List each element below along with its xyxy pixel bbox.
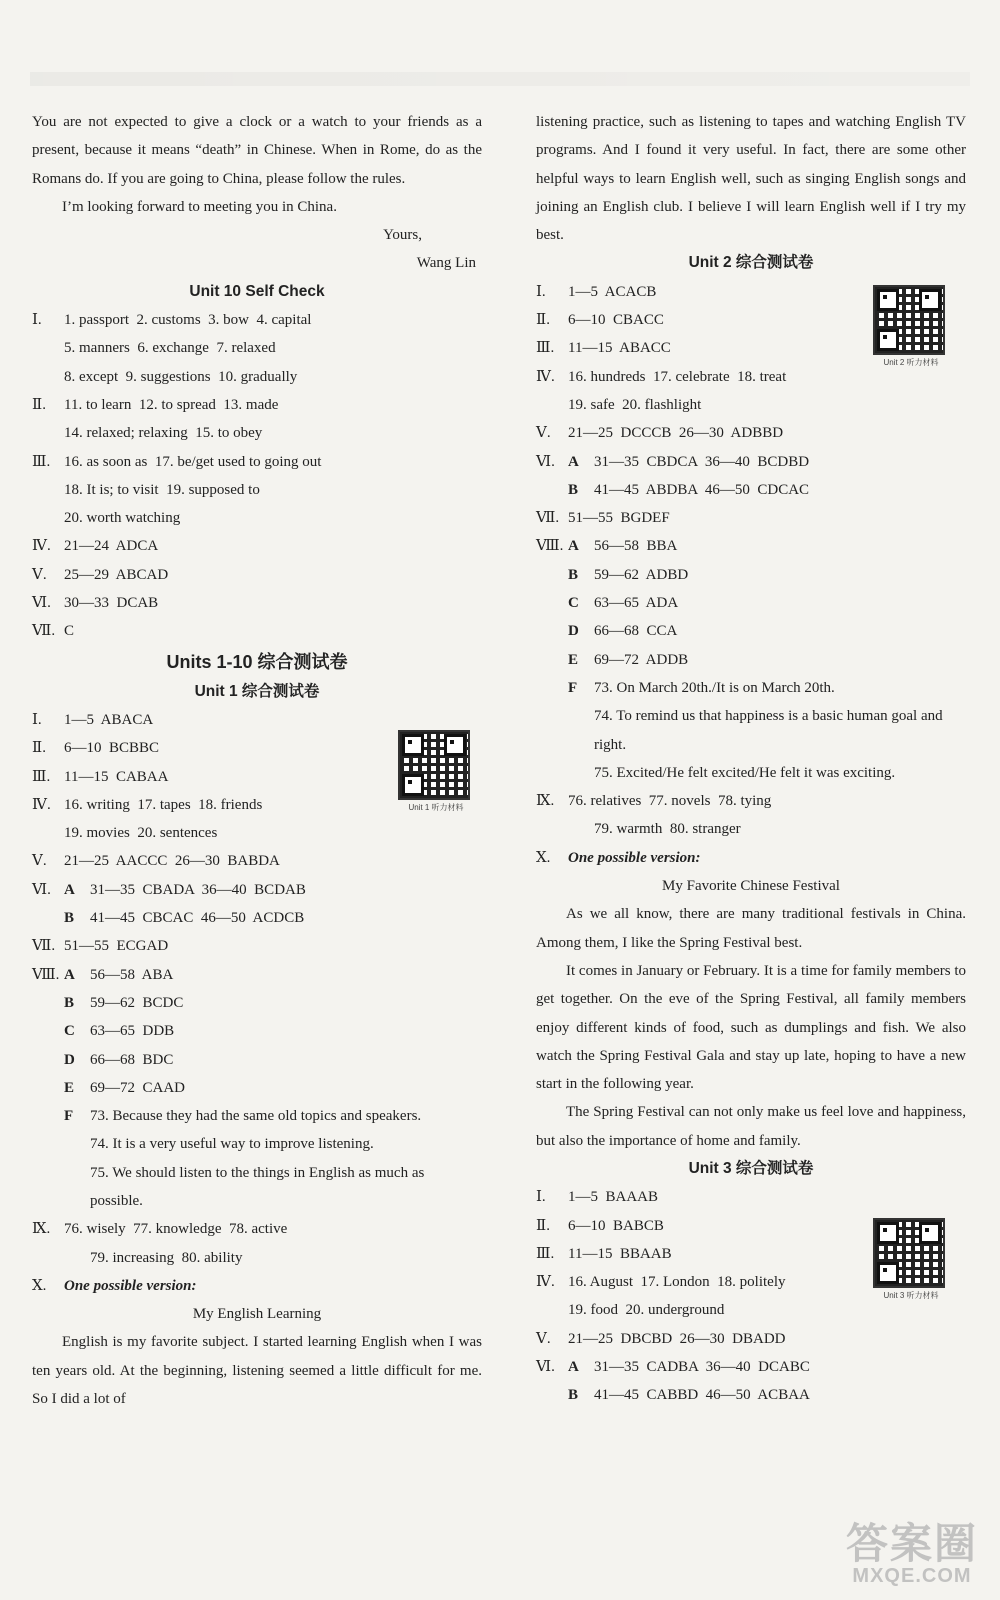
answer-text: C [64,623,75,640]
answer-text: 73. Because they had the same old topics and speakers. [90,1108,422,1125]
sub-section-letter: A [568,1359,579,1376]
answer-line [32,589,482,617]
answer-text: possible. [90,1192,143,1209]
qr-code-icon [873,285,945,355]
answer-text: 20. worth watching [64,510,181,527]
roman-numeral: Ⅲ. [32,453,51,470]
answer-line [536,504,966,532]
roman-numeral: Ⅸ. [32,1221,51,1238]
answer-line [536,787,966,815]
answer-line [536,674,966,702]
answer-text: 51—55 BGDEF [568,510,670,527]
answer-line [32,904,482,932]
answer-line [536,448,966,476]
sub-section-letter: B [64,994,75,1011]
sub-section-letter: D [64,1051,75,1068]
section-title: Unit 3 综合测试卷 [688,1159,814,1177]
answer-line [536,532,966,560]
essay-label [536,844,966,872]
roman-numeral: Ⅹ. [32,1277,47,1294]
answer-line [32,1046,482,1074]
answer-line [32,847,482,875]
roman-numeral: Ⅰ. [32,711,42,728]
answer-text: 18. It is; to visit 19. supposed to [64,481,260,498]
roman-numeral: Ⅴ. [536,425,551,442]
answer-line [536,1183,966,1211]
answer-text: 31—35 CBADA 36—40 BCDAB [90,881,306,898]
answer-text: 11. to learn 12. to spread 13. made [64,396,279,413]
roman-numeral: Ⅸ. [536,793,555,810]
roman-numeral: Ⅱ. [536,312,550,329]
answer-line [536,731,966,759]
answer-text: 79. warmth 80. stranger [594,821,741,838]
sub-section-letter: A [568,538,579,555]
sub-section-letter: F [568,679,578,696]
watermark-text: 答案圈 [845,1520,978,1567]
answer-line [32,617,482,645]
answer-line [536,1381,966,1409]
answer-line [32,391,482,419]
roman-numeral: Ⅶ. [32,623,56,640]
answer-text: 6—10 BCBBC [64,740,160,757]
answer-text: 21—25 AACCC 26—30 BABDA [64,853,280,870]
answer-text: 59—62 ADBD [594,566,689,583]
roman-numeral: Ⅷ. [536,538,564,555]
letter-signature: Wang Lin [416,255,476,272]
answer-line [32,1244,482,1272]
answer-text: 76. wisely 77. knowledge 78. active [64,1221,288,1238]
qr-caption: Unit 1 听力材料 [408,803,464,812]
answer-text: 6—10 BABCB [568,1217,664,1234]
qr-code-unit3[interactable] [873,1218,949,1304]
answer-line [536,646,966,674]
answer-text: 66—68 CCA [594,623,678,640]
answer-text: 19. food 20. underground [568,1302,725,1319]
answer-text: 6—10 CBACC [568,312,664,329]
answer-text: 1—5 ACACB [568,283,657,300]
answer-text: 59—62 BCDC [90,994,184,1011]
answer-line [32,932,482,960]
answer-text: 1. passport 2. customs 3. bow 4. capital [64,312,312,329]
roman-numeral: Ⅴ. [32,853,47,870]
answer-list [32,306,482,646]
answer-text: 16. writing 17. tapes 18. friends [64,796,263,813]
roman-numeral: Ⅲ. [536,1245,555,1262]
answer-line [536,1325,966,1353]
answer-text: 19. movies 20. sentences [64,825,218,842]
essay-title: My Favorite Chinese Festival [662,878,840,895]
roman-numeral: Ⅱ. [32,740,46,757]
answer-text: 1—5 BAAAB [568,1189,659,1206]
answer-line [32,334,482,362]
watermark-url: MXQE.COM [852,1565,972,1587]
roman-numeral: Ⅴ. [536,1330,551,1347]
answer-line [536,419,966,447]
answer-text: 74. To remind us that happiness is a basic human goal and [594,708,943,725]
answer-text: 31—35 CBDCA 36—40 BCDBD [594,453,810,470]
essay-label-text: One possible version: [568,849,701,866]
sub-section-letter: B [568,1387,579,1404]
answer-line [32,819,482,847]
qr-code-icon [873,1218,945,1288]
answer-line [536,476,966,504]
answer-text: 56—58 BBA [594,538,678,555]
answer-text: 41—45 CBCAC 46—50 ACDCB [90,910,305,927]
sub-section-letter: E [64,1079,75,1096]
answer-line [32,504,482,532]
answer-line [32,1187,482,1215]
sub-section-letter: A [64,881,75,898]
roman-numeral: Ⅱ. [32,396,46,413]
answer-line [32,1017,482,1045]
sub-section-letter: F [64,1108,74,1125]
answer-line [32,476,482,504]
roman-numeral: Ⅹ. [536,849,551,866]
answer-text: 51—55 ECGAD [64,938,169,955]
roman-numeral: Ⅳ. [536,368,555,385]
letter-paragraph: I’m looking forward to meeting you in China. [62,198,337,215]
sub-section-letter: C [64,1023,75,1040]
essay-title: My English Learning [192,1306,322,1323]
answer-text: 21—24 ADCA [64,538,159,555]
roman-numeral: Ⅵ. [536,1359,555,1376]
answer-line [536,759,966,787]
answer-line [32,363,482,391]
roman-numeral: Ⅶ. [536,510,560,527]
answer-line [32,1102,482,1130]
roman-numeral: Ⅶ. [32,938,56,955]
answer-text: 11—15 ABACC [568,340,671,357]
sub-section-letter: B [568,481,579,498]
answer-text: 16. hundreds 17. celebrate 18. treat [568,368,787,385]
sub-section-letter: B [568,566,579,583]
answer-text: 41—45 CABBD 46—50 ACBAA [594,1387,810,1404]
sub-section-letter: D [568,623,579,640]
qr-code-icon [398,730,470,800]
roman-numeral: Ⅵ. [32,881,51,898]
roman-numeral: Ⅰ. [32,312,42,329]
qr-code-unit1[interactable] [398,730,474,816]
answer-line [32,419,482,447]
section-title: Units 1-10 综合测试卷 [166,651,348,672]
roman-numeral: Ⅷ. [32,966,60,983]
answer-text: 63—65 DDB [90,1023,175,1040]
answer-text: 25—29 ABCAD [64,566,169,583]
sub-section-letter: B [64,910,75,927]
answer-text: 76. relatives 77. novels 78. tying [568,793,772,810]
roman-numeral: Ⅵ. [536,453,555,470]
essay-paragraph: As we all know, there are many traditional festivals in China. Among them, I like the Spring Festival best. [536,906,966,951]
answer-text: 31—35 CADBA 36—40 DCABC [594,1359,810,1376]
essay-paragraph: listening practice, such as listening to tapes and watching English TV programs. And I found it very useful. In fact, there are some other helpful ways to learn English well, such as singing English songs and joining an English club. I believe I will learn English well if I try my best. [536,114,966,244]
roman-numeral: Ⅰ. [536,1189,546,1206]
sub-section-letter: A [64,966,75,983]
roman-numeral: Ⅲ. [32,768,51,785]
roman-numeral: Ⅴ. [32,566,47,583]
answer-text: 75. We should listen to the things in English as much as [90,1164,425,1181]
answer-text: 21—25 DBCBD 26—30 DBADD [568,1330,786,1347]
sub-section-letter: C [568,595,579,612]
answer-text: 73. On March 20th./It is on March 20th. [594,679,835,696]
answer-text: 5. manners 6. exchange 7. relaxed [64,340,276,357]
roman-numeral: Ⅳ. [32,538,51,555]
answer-text: 56—58 ABA [90,966,174,983]
essay-label [32,1272,482,1300]
roman-numeral: Ⅵ. [32,595,51,612]
roman-numeral: Ⅲ. [536,340,555,357]
answer-line [32,561,482,589]
essay-paragraph: The Spring Festival can not only make us feel love and happiness, but also the importance of home and family. [536,1104,966,1149]
answer-text: 69—72 CAAD [90,1079,186,1096]
sub-section-letter: A [568,453,579,470]
answer-text: 79. increasing 80. ability [90,1249,243,1266]
scan-artifact [30,72,970,86]
answer-line [536,702,966,730]
essay-paragraph: It comes in January or February. It is a time for family members to get together. On the eve of the Spring Festival, all family members enjoy different kinds of food, such as dumplings and fish. We also watch the Spring Festival Gala and stay up late, hoping to have a new start in the following year. [536,962,966,1093]
answer-text: 74. It is a very useful way to improve listening. [90,1136,374,1153]
answer-text: 41—45 ABDBA 46—50 CDCAC [594,481,810,498]
section-title: Unit 10 Self Check [189,282,325,300]
answer-line [32,1159,482,1187]
answer-text: 19. safe 20. flashlight [568,396,702,413]
watermark-logo [846,1511,978,1588]
section-title: Unit 2 综合测试卷 [688,254,814,272]
answer-line [536,1353,966,1381]
answer-text: 66—68 BDC [90,1051,174,1068]
answer-line [32,1130,482,1158]
answer-line [32,1215,482,1243]
answer-line [536,561,966,589]
answer-text: 8. except 9. suggestions 10. gradually [64,368,298,385]
qr-code-unit2[interactable] [873,285,949,371]
answer-line [32,532,482,560]
answer-line [536,815,966,843]
answer-line [32,448,482,476]
answer-text: 14. relaxed; relaxing 15. to obey [64,425,263,442]
answer-line [536,589,966,617]
answer-text: 11—15 CABAA [64,768,169,785]
answer-line [536,617,966,645]
answer-text: 30—33 DCAB [64,595,159,612]
answer-text: 63—65 ADA [594,595,679,612]
letter-closing: Yours, [383,227,422,244]
qr-caption: Unit 2 听力材料 [883,358,939,367]
roman-numeral: Ⅳ. [32,796,51,813]
roman-numeral: Ⅳ. [536,1274,555,1291]
answer-text: right. [594,736,627,753]
essay-paragraph: English is my favorite subject. I started learning English when I was ten years old. At the beginning, listening seemed a little difficult for me. So I did a lot of [32,1334,482,1408]
answer-text: 1—5 ABACA [64,711,154,728]
answer-text: 69—72 ADDB [594,651,689,668]
answer-line [32,961,482,989]
section-title: Unit 1 综合测试卷 [194,682,320,700]
answer-line [536,391,966,419]
answer-line [32,989,482,1017]
roman-numeral: Ⅱ. [536,1217,550,1234]
answer-text: 11—15 BBAAB [568,1245,672,1262]
roman-numeral: Ⅰ. [536,283,546,300]
answer-line [32,876,482,904]
essay-label-text: One possible version: [64,1277,197,1294]
qr-caption: Unit 3 听力材料 [883,1291,939,1300]
answer-text: 21—25 DCCCB 26—30 ADBBD [568,425,784,442]
sub-section-letter: E [568,651,579,668]
letter-paragraph: You are not expected to give a clock or a watch to your friends as a present, because it means “death” in Chinese. When in Rome, do as the Romans do. If you are going to China, please follow the rules. [32,114,482,187]
answer-text: 16. August 17. London 18. politely [568,1274,786,1291]
answer-line [32,1074,482,1102]
answer-text: 75. Excited/He felt excited/He felt it was exciting. [594,764,896,781]
answer-text: 16. as soon as 17. be/get used to going out [64,453,322,470]
answer-line [32,306,482,334]
